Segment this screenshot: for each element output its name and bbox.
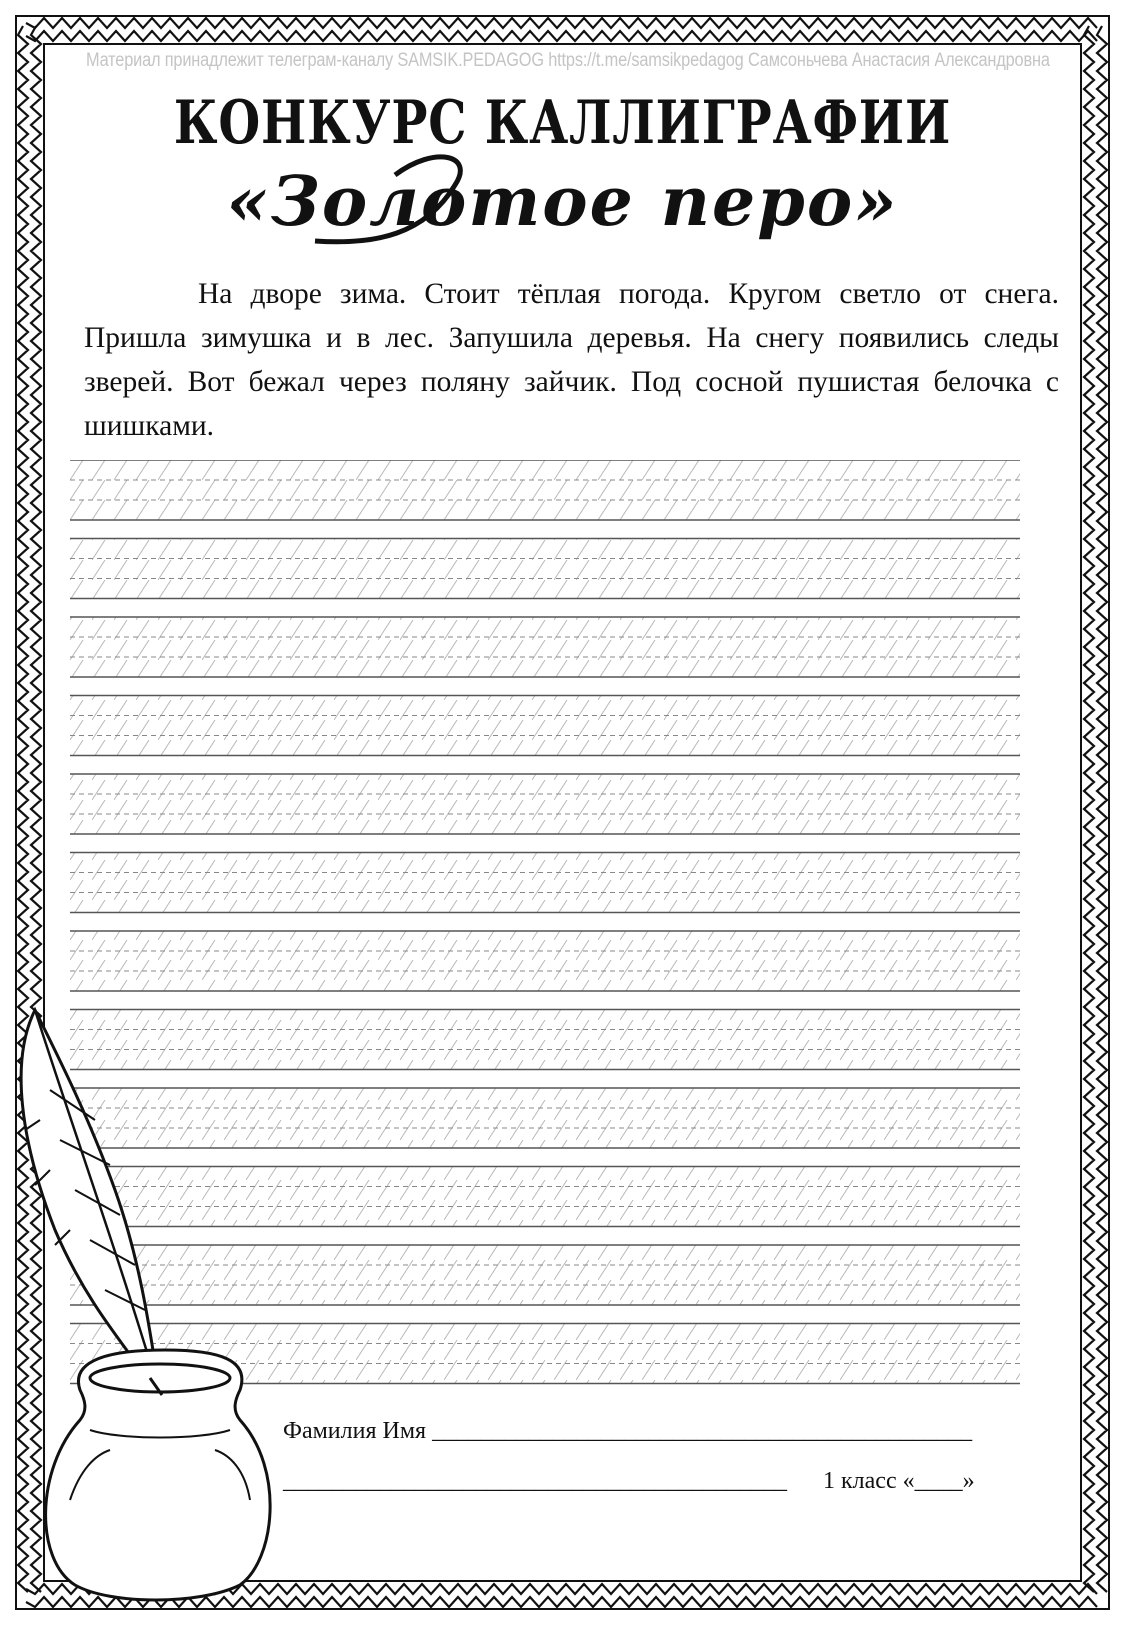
inkwell-icon xyxy=(46,1350,271,1600)
ruled-row xyxy=(70,539,1020,599)
ruled-row xyxy=(70,931,1020,991)
contest-subtitle-wrap xyxy=(175,145,950,260)
ruled-row xyxy=(70,853,1020,913)
dictation-passage: На дворе зима. Стоит тёплая погода. Кругом светло от снега. Пришла зимушка и в лес. Запушила деревья. На снегу появились следы зверей. Вот бежал через поляну зайчик. Под сосной пушистая белочка с шишками. xyxy=(84,278,1059,442)
watermark-text: Материал принадлежит телеграм-каналу SAMSIK.PEDAGOG https://t.me/samsikpedagog Самсоньчева Анастасия Александровна xyxy=(86,50,1050,71)
grade-row xyxy=(283,1468,975,1495)
ruled-row xyxy=(70,774,1020,834)
contest-title: КОНКУРС КАЛЛИГРАФИИ xyxy=(173,88,952,158)
ruled-row xyxy=(70,617,1020,677)
student-name-label: Фамилия Имя xyxy=(283,1418,427,1444)
ruled-row xyxy=(70,460,1020,520)
quill-and-inkwell xyxy=(0,1000,300,1620)
ruled-row xyxy=(70,696,1020,756)
student-name-blank[interactable]: _____________________________________________ xyxy=(432,1418,973,1444)
second-line-blank[interactable]: __________________________________________ xyxy=(283,1468,787,1494)
contest-subtitle: «Золотое перо» xyxy=(226,162,899,242)
student-name-row xyxy=(283,1418,972,1445)
quill-feather-icon xyxy=(21,1010,160,1395)
grade-label[interactable]: 1 класс «____» xyxy=(823,1468,975,1494)
